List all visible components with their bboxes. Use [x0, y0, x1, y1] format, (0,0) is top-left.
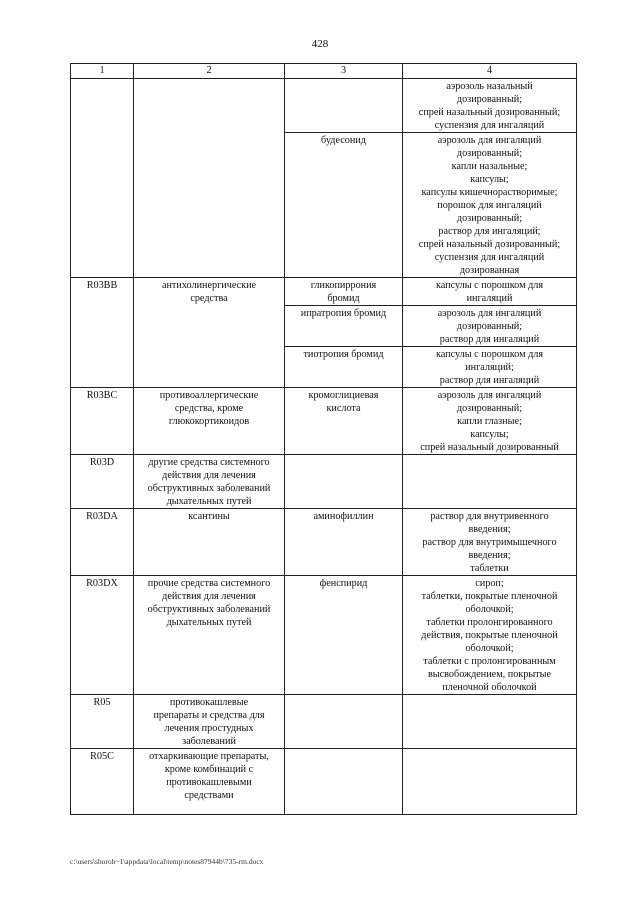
page-number: 428: [311, 38, 329, 50]
atc-code-cell: R03D: [71, 455, 134, 509]
group-name-cell: антихолинергические средства: [134, 278, 285, 388]
table-row: [71, 455, 577, 509]
table-row: [71, 509, 577, 576]
substance-cell: гликопиррония бромид: [285, 278, 403, 306]
table-row: [71, 388, 577, 455]
dosage-form-cell: [403, 455, 577, 509]
group-name-cell: ксантины: [134, 509, 285, 576]
dosage-form-cell: аэрозоль для ингаляций дозированный; капли глазные; капсулы; спрей назальный дозированный: [403, 388, 577, 455]
column-header: 4: [403, 64, 577, 79]
atc-code-cell: R03BB: [71, 278, 134, 388]
atc-code-cell: R05: [71, 695, 134, 749]
atc-code-cell: R05C: [71, 749, 134, 815]
dosage-form-cell: сироп; таблетки, покрытые пленочной оболочкой; таблетки пролонгированного действия, покрытые пленочной оболочкой; таблетки с пролонгированным высвобождением, покрытые пленочной оболочкой: [403, 576, 577, 695]
dosage-form-cell: [403, 749, 577, 815]
substance-cell: [285, 79, 403, 133]
substance-cell: [285, 749, 403, 815]
table-row: [71, 278, 577, 306]
dosage-form-cell: капсулы с порошком для ингаляций; раствор для ингаляций: [403, 347, 577, 388]
atc-code-cell: R03DA: [71, 509, 134, 576]
column-header: 3: [285, 64, 403, 79]
table-row: [71, 576, 577, 695]
table-header-row: [71, 64, 577, 79]
dosage-form-cell: раствор для внутривенного введения; раствор для внутримышечного введения; таблетки: [403, 509, 577, 576]
substance-cell: ипратропия бромид: [285, 306, 403, 347]
dosage-form-cell: капсулы с порошком для ингаляций: [403, 278, 577, 306]
substance-cell: тиотропия бромид: [285, 347, 403, 388]
atc-code-cell: R03DX: [71, 576, 134, 695]
atc-code-cell: [71, 79, 134, 278]
dosage-form-cell: аэрозоль для ингаляций дозированный; раствор для ингаляций: [403, 306, 577, 347]
group-name-cell: противокашлевые препараты и средства для лечения простудных заболеваний: [134, 695, 285, 749]
group-name-cell: другие средства системного действия для лечения обструктивных заболеваний дыхательных путей: [134, 455, 285, 509]
atc-code-cell: R03BC: [71, 388, 134, 455]
column-header: 2: [134, 64, 285, 79]
file-path-footer: c:\users\shoroh~1\appdata\local\temp\notes87944b\735-rm.docx: [70, 857, 264, 866]
table-row: [71, 79, 577, 133]
dosage-form-cell: [403, 695, 577, 749]
substance-cell: будесонид: [285, 133, 403, 278]
substance-cell: фенспирид: [285, 576, 403, 695]
group-name-cell: [134, 79, 285, 278]
group-name-cell: прочие средства системного действия для лечения обструктивных заболеваний дыхательных путей: [134, 576, 285, 695]
substance-cell: аминофиллин: [285, 509, 403, 576]
dosage-form-cell: аэрозоль назальный дозированный; спрей назальный дозированный; суспензия для ингаляций: [403, 79, 577, 133]
substance-cell: [285, 695, 403, 749]
column-header: 1: [71, 64, 134, 79]
table-row: [71, 695, 577, 749]
dosage-form-cell: аэрозоль для ингаляций дозированный; капли назальные; капсулы; капсулы кишечнорастворимые; порошок для ингаляций дозированный; раствор для ингаляций; спрей назальный дозированный; суспензия для ингаляций дозированная: [403, 133, 577, 278]
group-name-cell: отхаркивающие препараты, кроме комбинаций с противокашлевыми средствами: [134, 749, 285, 815]
substance-cell: [285, 455, 403, 509]
medicines-table: [70, 63, 577, 815]
substance-cell: кромоглициевая кислота: [285, 388, 403, 455]
table-row: [71, 749, 577, 815]
group-name-cell: противоаллергические средства, кроме глюкокортикоидов: [134, 388, 285, 455]
